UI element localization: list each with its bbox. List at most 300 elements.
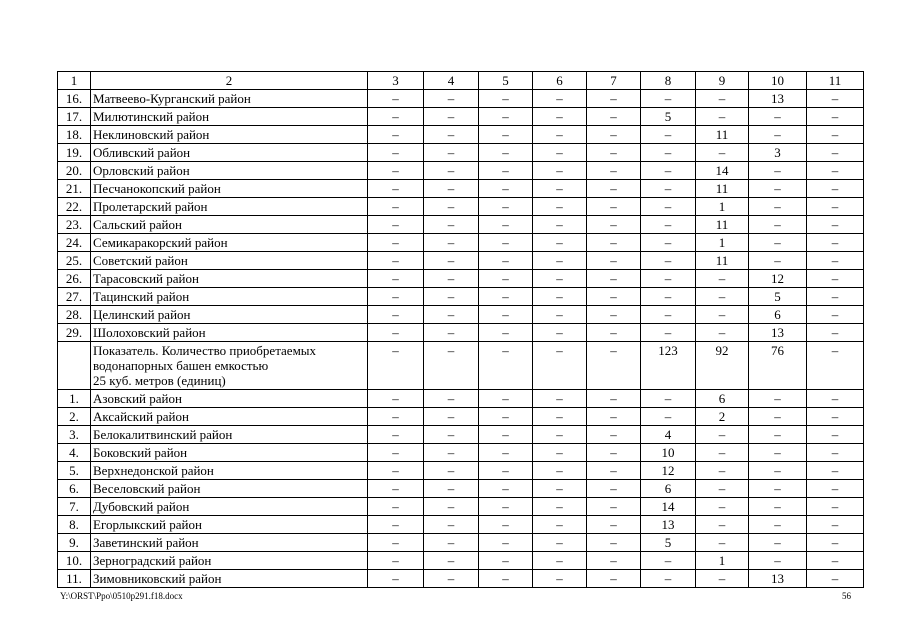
value-cell: 10 [641,444,696,462]
value-cell: – [533,270,587,288]
value-cell: – [696,480,749,498]
value-cell: – [368,126,424,144]
value-cell: – [533,180,587,198]
row-number: 19. [58,144,91,162]
value-cell: – [587,288,641,306]
column-header: 3 [368,72,424,90]
value-cell: – [533,426,587,444]
value-cell: – [641,252,696,270]
indicator-label-line: 25 куб. метров (единиц) [93,373,226,388]
value-cell: 1 [696,552,749,570]
value-cell: – [479,270,533,288]
value-cell: – [368,462,424,480]
indicator-row [58,342,864,390]
table-row [58,162,864,180]
column-header: 5 [479,72,533,90]
value-cell: – [807,306,864,324]
value-cell: – [749,498,807,516]
value-cell: – [696,516,749,534]
value-cell: 11 [696,126,749,144]
value-cell: – [533,198,587,216]
value-cell: 13 [749,90,807,108]
value-cell: – [368,216,424,234]
value-cell: – [424,390,479,408]
value-cell: – [533,534,587,552]
row-number: 28. [58,306,91,324]
table-row [58,534,864,552]
value-cell: – [424,198,479,216]
value-cell: 1 [696,198,749,216]
row-number: 27. [58,288,91,306]
column-header: 6 [533,72,587,90]
value-cell: 76 [749,342,807,390]
value-cell: – [368,324,424,342]
value-cell: – [749,198,807,216]
value-cell: – [424,162,479,180]
district-name: Аксайский район [91,408,368,426]
value-cell: 5 [641,108,696,126]
value-cell: – [749,108,807,126]
table-row [58,180,864,198]
data-table [57,71,864,588]
value-cell: – [424,90,479,108]
value-cell: – [424,108,479,126]
row-number: 21. [58,180,91,198]
value-cell: 92 [696,342,749,390]
value-cell: – [587,234,641,252]
value-cell: – [479,390,533,408]
value-cell: – [424,234,479,252]
value-cell: – [479,444,533,462]
value-cell: – [368,108,424,126]
value-cell: – [479,198,533,216]
value-cell: – [368,288,424,306]
value-cell: – [479,552,533,570]
value-cell: – [479,162,533,180]
value-cell: – [424,480,479,498]
value-cell: 14 [696,162,749,180]
value-cell: 12 [641,462,696,480]
value-cell: – [807,480,864,498]
value-cell: – [749,234,807,252]
value-cell: 6 [696,390,749,408]
value-cell: – [368,444,424,462]
value-cell: – [368,426,424,444]
table-row [58,108,864,126]
table-row [58,324,864,342]
district-name: Тацинский район [91,288,368,306]
value-cell: – [641,144,696,162]
value-cell: – [696,270,749,288]
value-cell: – [749,534,807,552]
row-number: 1. [58,390,91,408]
value-cell: – [749,252,807,270]
table-row [58,462,864,480]
value-cell: 5 [749,288,807,306]
value-cell: – [368,480,424,498]
value-cell: – [368,390,424,408]
row-number: 23. [58,216,91,234]
district-name: Веселовский район [91,480,368,498]
value-cell: – [587,390,641,408]
value-cell: – [587,444,641,462]
value-cell: – [641,324,696,342]
page-number: 56 [842,591,851,601]
table-body [58,72,864,588]
value-cell: – [587,180,641,198]
district-name: Сальский район [91,216,368,234]
value-cell: – [587,462,641,480]
value-cell: – [533,480,587,498]
value-cell: – [533,288,587,306]
row-number: 7. [58,498,91,516]
value-cell: – [533,162,587,180]
value-cell: – [533,144,587,162]
value-cell: – [807,534,864,552]
value-cell: 1 [696,234,749,252]
district-name: Советский район [91,252,368,270]
value-cell: – [424,216,479,234]
value-cell: – [807,444,864,462]
value-cell: – [807,570,864,588]
value-cell: – [533,306,587,324]
district-name: Неклиновский район [91,126,368,144]
value-cell: – [749,444,807,462]
value-cell: – [641,408,696,426]
value-cell: – [368,180,424,198]
value-cell: – [749,390,807,408]
value-cell: – [696,462,749,480]
value-cell: – [479,408,533,426]
row-number [58,342,91,390]
value-cell: 13 [749,324,807,342]
row-number: 16. [58,90,91,108]
value-cell: – [533,498,587,516]
value-cell: – [533,390,587,408]
value-cell: – [696,444,749,462]
row-number: 26. [58,270,91,288]
column-header: 1 [58,72,91,90]
value-cell: – [368,270,424,288]
value-cell: – [807,552,864,570]
row-number: 25. [58,252,91,270]
value-cell: – [533,444,587,462]
value-cell: – [479,234,533,252]
table-row [58,306,864,324]
value-cell: – [479,216,533,234]
value-cell: – [533,516,587,534]
value-cell: – [587,498,641,516]
value-cell: – [807,324,864,342]
column-header: 7 [587,72,641,90]
column-header: 4 [424,72,479,90]
value-cell: – [807,144,864,162]
table-row [58,288,864,306]
value-cell: – [807,90,864,108]
value-cell: – [424,570,479,588]
value-cell: – [587,342,641,390]
value-cell: – [807,198,864,216]
value-cell: – [479,252,533,270]
column-header: 10 [749,72,807,90]
value-cell: – [587,480,641,498]
value-cell: – [587,426,641,444]
value-cell: – [807,462,864,480]
table-row [58,408,864,426]
row-number: 24. [58,234,91,252]
value-cell: – [424,126,479,144]
table-row [58,144,864,162]
value-cell: – [424,552,479,570]
value-cell: – [479,288,533,306]
value-cell: – [424,516,479,534]
value-cell: – [641,90,696,108]
value-cell: 14 [641,498,696,516]
value-cell: – [479,498,533,516]
value-cell: – [368,144,424,162]
value-cell: – [696,534,749,552]
value-cell: – [424,426,479,444]
value-cell: – [424,534,479,552]
value-cell: – [587,270,641,288]
row-number: 9. [58,534,91,552]
district-name: Обливский район [91,144,368,162]
value-cell: 4 [641,426,696,444]
district-name: Песчанокопский район [91,180,368,198]
value-cell: – [641,126,696,144]
value-cell: – [641,234,696,252]
column-header: 11 [807,72,864,90]
district-name: Зерноградский район [91,552,368,570]
value-cell: – [479,144,533,162]
row-number: 20. [58,162,91,180]
value-cell: 6 [641,480,696,498]
value-cell: – [424,306,479,324]
value-cell: – [368,552,424,570]
value-cell: – [587,516,641,534]
value-cell: – [424,444,479,462]
value-cell: – [424,408,479,426]
value-cell: 5 [641,534,696,552]
value-cell: – [641,306,696,324]
row-number: 6. [58,480,91,498]
value-cell: – [479,426,533,444]
value-cell: – [533,408,587,426]
value-cell: – [749,552,807,570]
value-cell: – [368,198,424,216]
value-cell: – [424,342,479,390]
value-cell: – [587,108,641,126]
column-header: 9 [696,72,749,90]
value-cell: – [749,516,807,534]
value-cell: – [807,426,864,444]
value-cell: 11 [696,216,749,234]
value-cell: 11 [696,252,749,270]
value-cell: – [807,162,864,180]
row-number: 2. [58,408,91,426]
value-cell: – [807,408,864,426]
row-number: 3. [58,426,91,444]
table-row [58,252,864,270]
district-name: Матвеево-Курганский район [91,90,368,108]
row-number: 11. [58,570,91,588]
value-cell: – [749,162,807,180]
value-cell: – [641,198,696,216]
value-cell: 13 [641,516,696,534]
value-cell: – [533,216,587,234]
value-cell: – [587,570,641,588]
value-cell: – [587,534,641,552]
value-cell: – [749,462,807,480]
value-cell: – [641,162,696,180]
value-cell: – [696,288,749,306]
district-name: Милютинский район [91,108,368,126]
value-cell: – [749,216,807,234]
value-cell: – [641,180,696,198]
value-cell: – [479,324,533,342]
value-cell: – [424,270,479,288]
value-cell: – [479,570,533,588]
value-cell: – [641,288,696,306]
value-cell: 3 [749,144,807,162]
table-row [58,216,864,234]
table-row [58,270,864,288]
district-name: Семикаракорский район [91,234,368,252]
district-name: Тарасовский район [91,270,368,288]
district-name: Зимовниковский район [91,570,368,588]
table-row [58,444,864,462]
table-row [58,90,864,108]
value-cell: – [479,306,533,324]
value-cell: – [533,324,587,342]
district-name: Шолоховский район [91,324,368,342]
district-name: Азовский район [91,390,368,408]
value-cell: – [749,126,807,144]
value-cell: – [749,408,807,426]
value-cell: – [807,126,864,144]
value-cell: – [587,144,641,162]
value-cell: – [807,252,864,270]
value-cell: 6 [749,306,807,324]
value-cell: – [479,180,533,198]
value-cell: – [479,108,533,126]
value-cell: – [424,180,479,198]
table-row [58,198,864,216]
value-cell: – [696,144,749,162]
district-name: Боковский район [91,444,368,462]
value-cell: – [368,516,424,534]
value-cell: – [807,498,864,516]
value-cell: – [479,90,533,108]
district-name: Заветинский район [91,534,368,552]
value-cell: – [807,180,864,198]
district-name: Целинский район [91,306,368,324]
value-cell: 13 [749,570,807,588]
value-cell: – [424,324,479,342]
district-name: Верхнедонской район [91,462,368,480]
value-cell: – [368,498,424,516]
value-cell: – [533,90,587,108]
value-cell: – [641,390,696,408]
value-cell: – [587,216,641,234]
row-number: 10. [58,552,91,570]
value-cell: – [696,570,749,588]
value-cell: – [479,342,533,390]
value-cell: – [807,288,864,306]
row-number: 5. [58,462,91,480]
footer-file-path: Y:\ORST\Ppo\0510p291.f18.docx [60,591,183,601]
value-cell: – [749,180,807,198]
value-cell: – [641,570,696,588]
indicator-label-line: Показатель. Количество приобретаемых [93,343,317,358]
column-header: 2 [91,72,368,90]
district-name: Егорлыкский район [91,516,368,534]
value-cell: – [424,288,479,306]
value-cell: – [587,252,641,270]
value-cell: – [696,306,749,324]
value-cell: – [533,108,587,126]
value-cell: – [424,462,479,480]
value-cell: – [587,552,641,570]
value-cell: – [533,342,587,390]
value-cell: – [533,552,587,570]
value-cell: – [807,108,864,126]
row-number: 4. [58,444,91,462]
table-row [58,234,864,252]
value-cell: – [368,570,424,588]
value-cell: – [587,162,641,180]
value-cell: – [807,234,864,252]
value-cell: – [641,270,696,288]
value-cell: 12 [749,270,807,288]
table-row [58,480,864,498]
district-name: Дубовский район [91,498,368,516]
value-cell: – [424,144,479,162]
value-cell: – [479,516,533,534]
value-cell: 11 [696,180,749,198]
value-cell: – [479,126,533,144]
value-cell: – [749,480,807,498]
value-cell: – [368,534,424,552]
table-row [58,552,864,570]
row-number: 29. [58,324,91,342]
district-name: Белокалитвинский район [91,426,368,444]
value-cell: – [533,570,587,588]
value-cell: – [424,252,479,270]
value-cell: – [696,426,749,444]
value-cell: – [696,90,749,108]
value-cell: – [368,234,424,252]
value-cell: – [533,252,587,270]
value-cell: – [533,126,587,144]
value-cell: 123 [641,342,696,390]
value-cell: – [641,216,696,234]
value-cell: – [424,498,479,516]
value-cell: – [368,162,424,180]
table-row [58,426,864,444]
value-cell: – [479,534,533,552]
table-row [58,570,864,588]
value-cell: – [368,408,424,426]
row-number: 22. [58,198,91,216]
value-cell: – [533,462,587,480]
value-cell: – [368,306,424,324]
district-name: Орловский район [91,162,368,180]
value-cell: – [533,234,587,252]
value-cell: 2 [696,408,749,426]
value-cell: – [479,462,533,480]
row-number: 18. [58,126,91,144]
